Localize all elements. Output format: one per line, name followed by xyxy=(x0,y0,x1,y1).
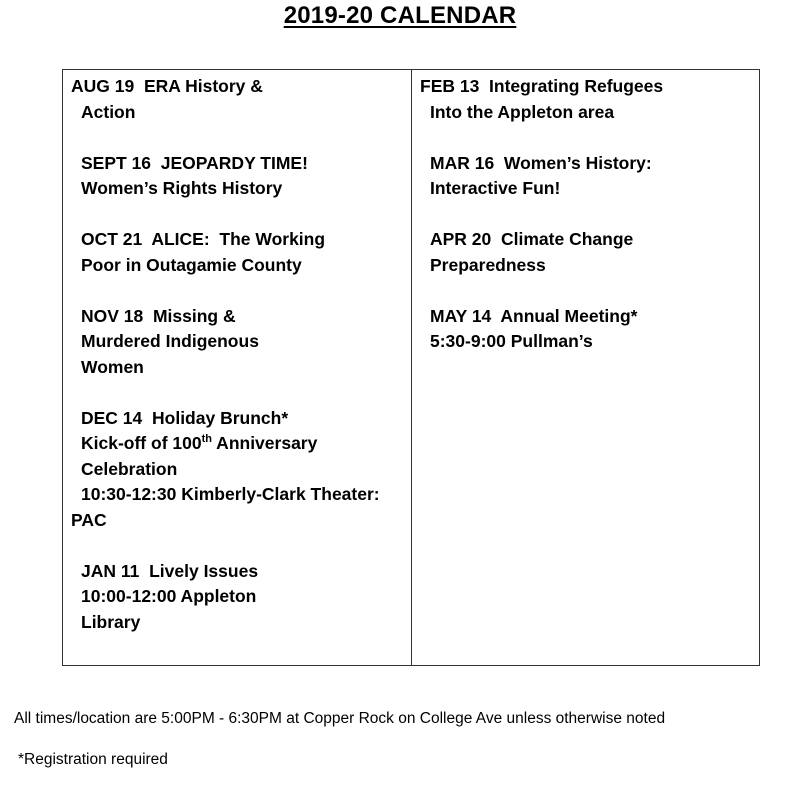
event-oct-line1: OCT 21 ALICE: The Working xyxy=(81,229,326,249)
event-nov-line1: NOV 18 Missing & xyxy=(81,305,236,326)
event-dec-line5: PAC xyxy=(71,509,107,530)
event-nov-line3: Women xyxy=(81,356,144,377)
event-dec-line2 xyxy=(71,431,411,457)
event-apr-line1: APR 20 Climate Change xyxy=(430,229,634,249)
event-nov xyxy=(71,304,411,381)
event-dec-superscript: th xyxy=(201,433,212,446)
event-sep-line2: Women’s Rights History xyxy=(81,178,283,198)
event-oct xyxy=(71,227,411,278)
event-aug-line2: Action xyxy=(81,101,136,122)
times-footnote: All times/location are 5:00PM - 6:30PM at Copper Rock on College Ave unless otherwise noted xyxy=(14,710,666,727)
event-mar xyxy=(420,151,759,202)
event-jan-line1: JAN 11 Lively Issues xyxy=(81,560,259,581)
event-feb xyxy=(420,74,759,125)
event-dec-line4: 10:30-12:30 Kimberly-Clark Theater: xyxy=(81,484,380,504)
event-dec xyxy=(71,406,411,534)
event-may xyxy=(420,304,759,355)
calendar-column-right xyxy=(412,70,759,665)
calendar-table xyxy=(62,69,760,666)
event-feb-line1: FEB 13 Integrating Refugees xyxy=(420,76,664,96)
event-feb-line2: Into the Appleton area xyxy=(430,101,615,122)
event-dec-line2-post: Anniversary xyxy=(211,433,318,453)
event-apr xyxy=(420,227,759,278)
event-oct-line2: Poor in Outagamie County xyxy=(81,254,302,275)
event-dec-line1: DEC 14 Holiday Brunch* xyxy=(81,407,289,428)
event-dec-line2-pre: Kick-off of 100 xyxy=(81,433,202,453)
event-jan-line2: 10:00-12:00 Appleton xyxy=(81,586,257,606)
event-jan xyxy=(71,559,411,636)
event-may-line1: MAY 14 Annual Meeting* xyxy=(430,305,638,326)
event-nov-line2: Murdered Indigenous xyxy=(81,331,259,351)
calendar-column-left xyxy=(63,70,412,665)
event-sep-line1: SEPT 16 JEOPARDY TIME! xyxy=(81,152,308,173)
event-aug xyxy=(71,74,411,125)
event-mar-line1: MAR 16 Women’s History: xyxy=(430,152,652,173)
event-mar-line2: Interactive Fun! xyxy=(430,178,561,198)
event-sep xyxy=(71,151,411,202)
page-title: 2019-20 CALENDAR xyxy=(283,2,517,29)
event-apr-line2: Preparedness xyxy=(430,254,546,275)
event-dec-line3: Celebration xyxy=(81,458,178,479)
event-may-line2: 5:30-9:00 Pullman’s xyxy=(430,331,593,351)
registration-footnote: *Registration required xyxy=(18,751,168,768)
event-jan-line3: Library xyxy=(81,611,141,632)
event-aug-line1: AUG 19 ERA History & xyxy=(71,76,263,96)
